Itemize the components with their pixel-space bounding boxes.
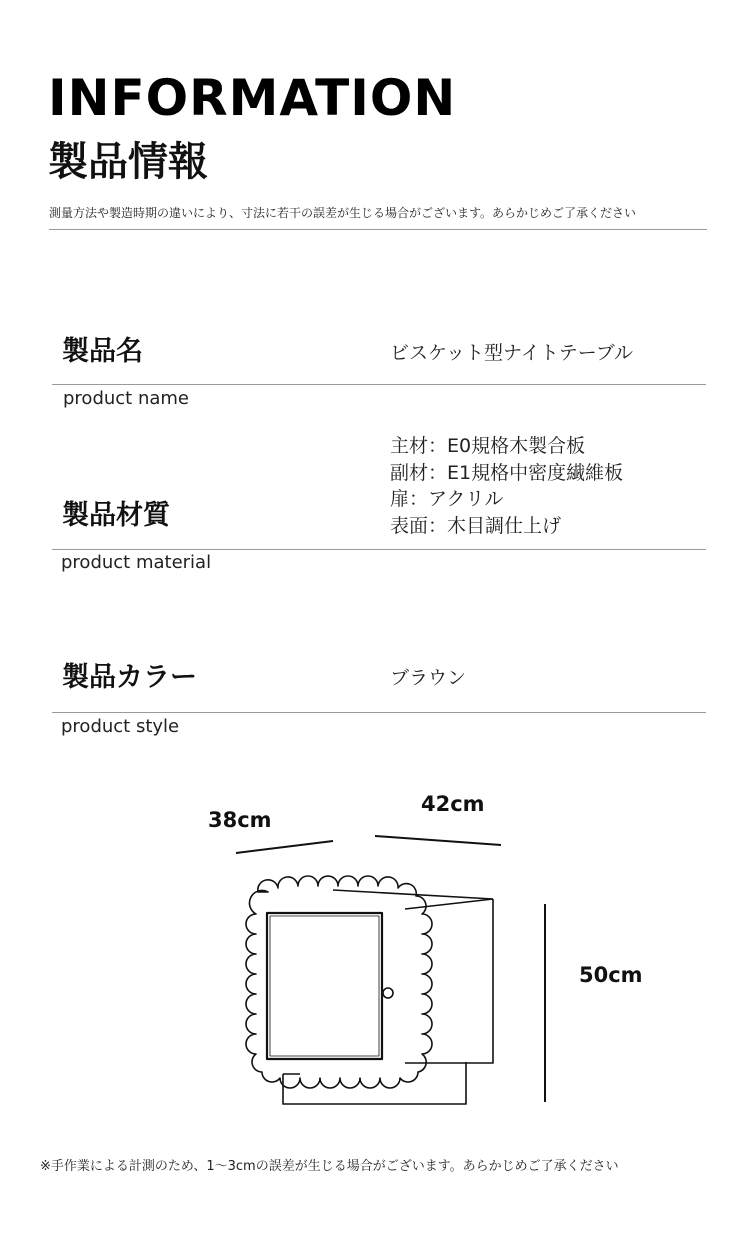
page-title-jp: 製品情報	[48, 139, 208, 185]
footnote: ※手作業による計測のため、1〜3cmの誤差が生じる場合がございます。あらかじめご了承ください	[40, 1159, 619, 1174]
width-dimension-label: 42cm	[421, 792, 485, 816]
base-plinth	[283, 1062, 466, 1104]
spec-sublabel-color: product style	[61, 716, 180, 737]
depth-dimension-label: 38cm	[208, 808, 272, 832]
spec-value-name: ビスケット型ナイトテーブル	[390, 342, 634, 364]
cabinet-top	[333, 890, 493, 899]
width-dimension-line	[375, 836, 501, 845]
depth-dimension-line	[236, 841, 333, 853]
spec-label-color: 製品カラー	[62, 662, 197, 693]
acrylic-door-panel	[267, 913, 382, 1059]
spec-label-material: 製品材質	[62, 500, 170, 531]
height-dimension-label: 50cm	[579, 963, 643, 987]
spec-value-color: ブラウン	[390, 667, 467, 689]
spec-value-material-door: 扉：アクリル	[390, 488, 504, 510]
spec-label-name: 製品名	[62, 336, 143, 367]
cabinet-side	[405, 899, 493, 1063]
spec-sublabel-name: product name	[63, 388, 189, 409]
spec-sublabel-material: product material	[61, 552, 212, 573]
cabinet-side-edge	[405, 899, 493, 909]
spec-value-material-surface: 表面：木目調仕上げ	[390, 514, 562, 537]
page-title-en: INFORMATION	[48, 69, 457, 127]
acrylic-door-inner	[270, 916, 379, 1056]
door-knob	[383, 988, 393, 998]
spec-value-material-main: 主材：E0規格木製合板	[390, 435, 586, 457]
spec-value-material-sub: 副材：E1規格中密度繊維板	[390, 461, 624, 484]
measurement-note: 測量方法や製造時期の違いにより、寸法に若干の誤差が生じる場合がございます。あらかじめご了承ください	[49, 206, 637, 220]
